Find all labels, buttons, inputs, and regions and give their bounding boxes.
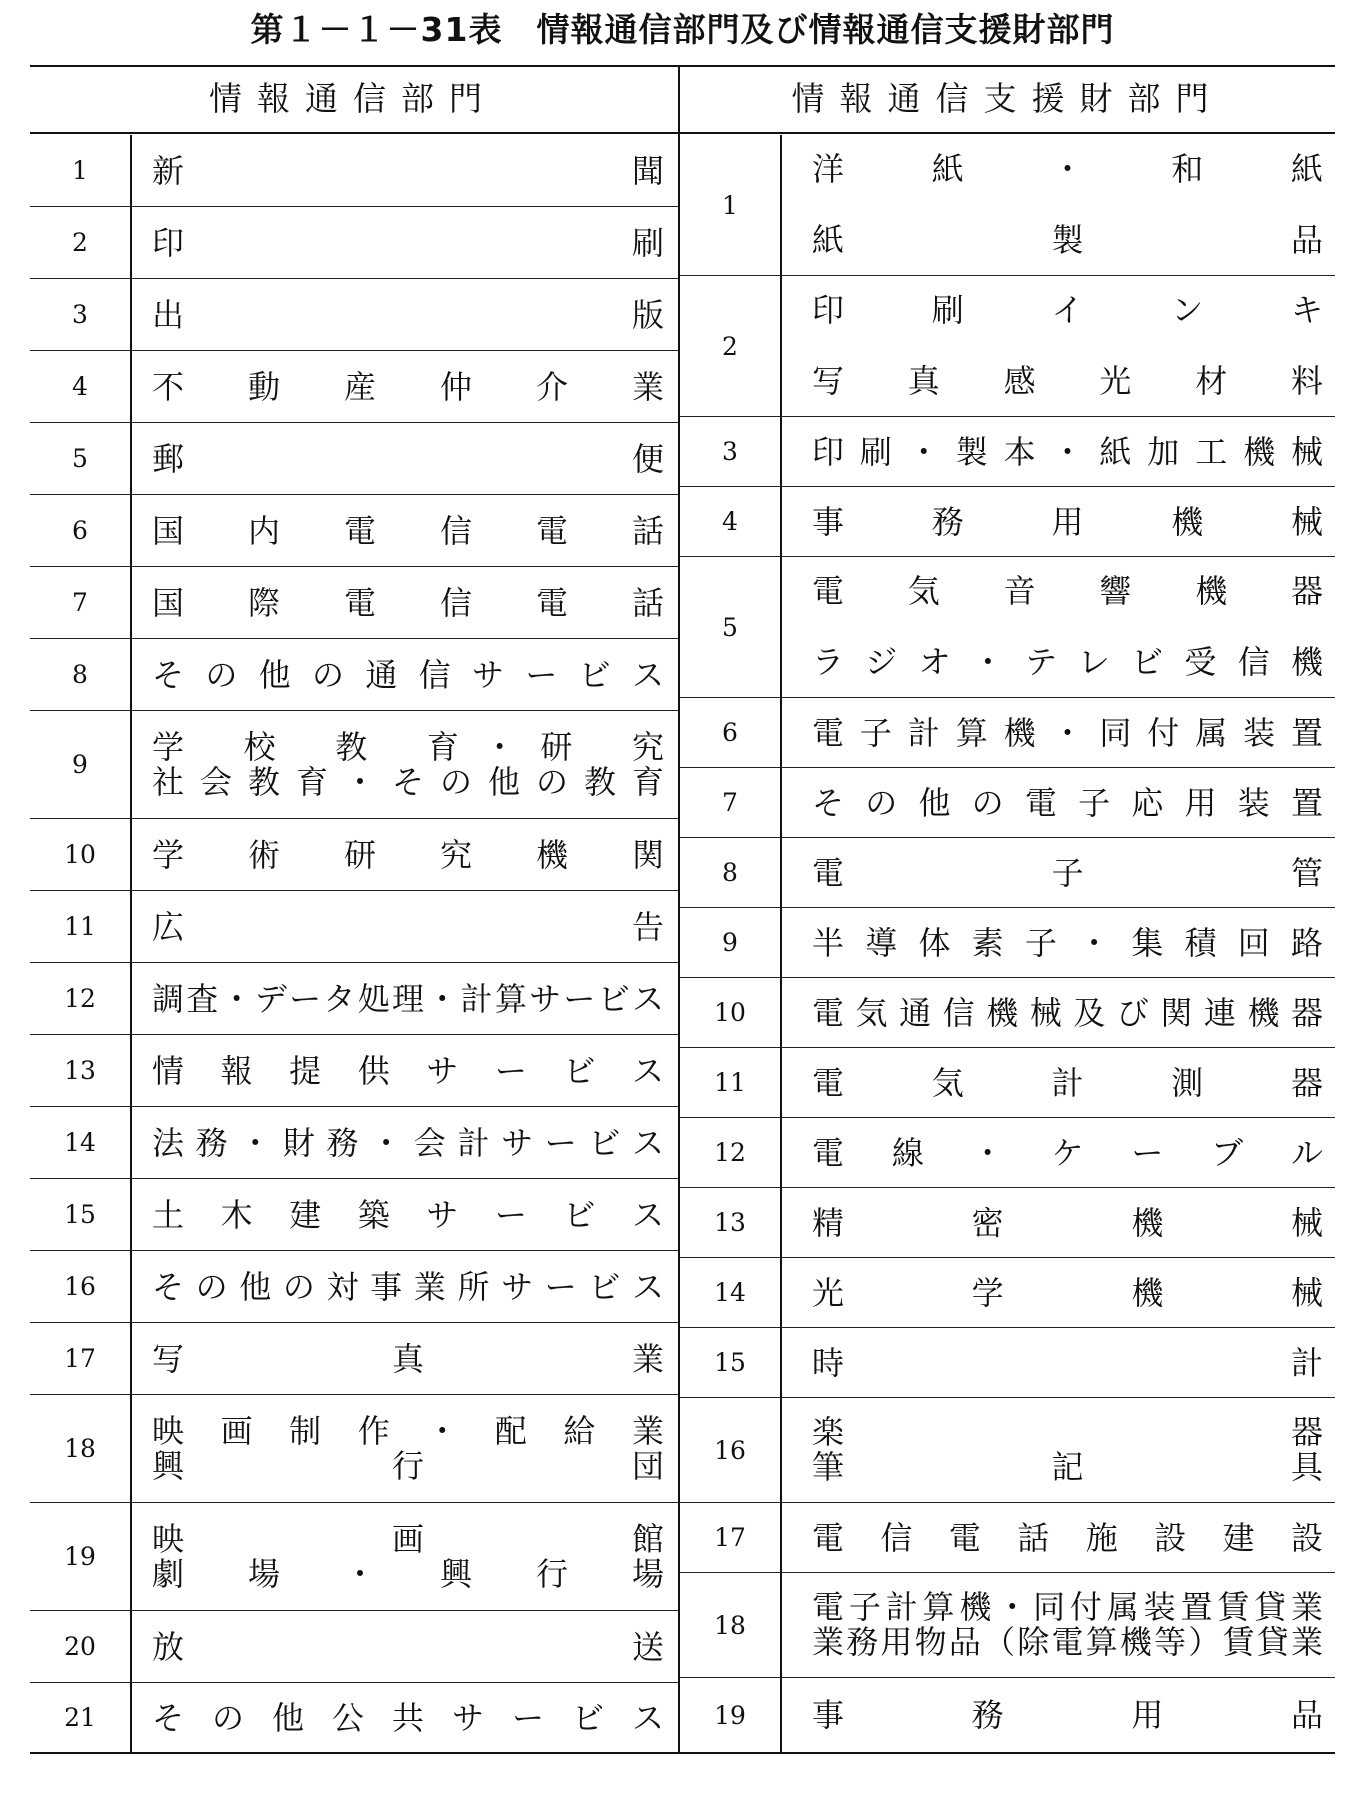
row-number: 15: [714, 1348, 746, 1377]
row-number: 18: [64, 1434, 96, 1463]
table-row: [30, 963, 678, 1035]
table-row: [680, 487, 1335, 557]
table-row: [680, 417, 1335, 487]
item-label: 洋 紙 ・ 和 紙: [812, 150, 1323, 188]
table-row: [30, 1035, 678, 1107]
row-content: [152, 1035, 664, 1106]
row-number: 12: [714, 1138, 746, 1167]
row-content: [152, 1107, 664, 1178]
item-label: 学 術 研 究 機 関: [152, 835, 664, 874]
table-row: [30, 1503, 678, 1611]
left-header-rule: [30, 132, 678, 134]
table-row: [680, 135, 1335, 276]
table-row: [30, 279, 678, 351]
item-label: 広 告: [152, 907, 664, 946]
number-divider: [130, 1179, 132, 1250]
table-row: [680, 557, 1335, 698]
item-label: 新 聞: [152, 151, 664, 190]
item-label: 出 版: [152, 295, 664, 334]
item-label: 国 内 電 信 電 話: [152, 511, 664, 550]
number-divider: [130, 1395, 132, 1502]
row-content: [812, 698, 1323, 767]
row-content: [812, 1048, 1323, 1117]
number-divider: [130, 1107, 132, 1178]
table-row: [30, 1107, 678, 1179]
item-label: 光 学 機 械: [812, 1273, 1323, 1312]
row-number: 3: [72, 300, 88, 329]
number-divider: [780, 1398, 782, 1502]
number-divider: [780, 417, 782, 486]
row-content: [152, 1251, 664, 1322]
item-label: 国 際 電 信 電 話: [152, 583, 664, 622]
table-row: [30, 567, 678, 639]
item-label: 楽 器: [812, 1413, 1323, 1451]
row-content: [152, 1503, 664, 1610]
item-label: 紙 製 品: [812, 221, 1323, 259]
row-content: [152, 1683, 664, 1752]
row-number: 16: [64, 1272, 96, 1301]
item-label: その他の通信サービス: [152, 655, 664, 694]
row-content: [812, 1503, 1323, 1572]
left-column-header: 情報通信部門: [209, 79, 497, 118]
item-label: 電気通信機械及び関連機器: [812, 993, 1323, 1032]
row-content: [152, 495, 664, 566]
right-column-header: 情報通信支援財部門: [791, 79, 1224, 118]
row-number: 2: [72, 228, 88, 257]
number-divider: [130, 207, 132, 278]
row-content: [812, 838, 1323, 907]
row-number: 5: [722, 612, 738, 642]
table-row: [680, 1048, 1335, 1118]
row-content: [152, 1179, 664, 1250]
item-label: 筆 記 具: [812, 1448, 1323, 1486]
table-row: [680, 1398, 1335, 1503]
number-divider: [130, 639, 132, 710]
row-content: [152, 711, 664, 818]
row-content: [152, 1611, 664, 1682]
number-divider: [130, 963, 132, 1034]
table-row: [680, 768, 1335, 838]
item-label: 興 行 団: [152, 1446, 664, 1485]
item-label: 電子計算機・同付属装置: [812, 713, 1323, 752]
row-number: 19: [714, 1700, 746, 1730]
number-divider: [130, 1323, 132, 1394]
table-row: [680, 1328, 1335, 1398]
item-label: その他公共サービス: [152, 1698, 664, 1737]
table-row: [680, 1503, 1335, 1573]
row-content: [812, 1573, 1323, 1677]
row-number: 1: [722, 190, 738, 220]
table-row: [30, 351, 678, 423]
bottom-rule: [30, 1752, 1335, 1754]
table-row: [30, 1179, 678, 1251]
number-divider: [130, 279, 132, 350]
item-label: 郵 便: [152, 439, 664, 478]
table-row: [30, 1683, 678, 1752]
number-divider: [780, 487, 782, 556]
table-row: [680, 1258, 1335, 1328]
item-label: 電子計算機・同付属装置賃貸業: [812, 1588, 1323, 1626]
row-content: [152, 819, 664, 890]
info-comm-sector-table: [30, 135, 678, 1752]
table-row: [680, 276, 1335, 417]
number-divider: [780, 768, 782, 837]
row-number: 19: [64, 1542, 96, 1571]
row-content: [152, 351, 664, 422]
row-number: 1: [72, 156, 88, 185]
number-divider: [130, 1035, 132, 1106]
row-number: 17: [714, 1523, 746, 1552]
item-label: 印刷・製本・紙加工機械: [812, 432, 1323, 471]
row-content: [152, 1395, 664, 1502]
table-row: [680, 1573, 1335, 1678]
row-number: 15: [64, 1200, 96, 1229]
row-content: [812, 908, 1323, 977]
number-divider: [780, 1328, 782, 1397]
row-content: [152, 207, 664, 278]
number-divider: [780, 557, 782, 697]
table-row: [30, 639, 678, 711]
item-label: 映 画 館: [152, 1519, 664, 1558]
item-label: 電 子 管: [812, 853, 1323, 892]
number-divider: [130, 1683, 132, 1752]
row-content: [812, 1188, 1323, 1257]
support-goods-sector-table: [680, 135, 1335, 1752]
number-divider: [130, 423, 132, 494]
item-label: 社会教育・その他の教育: [152, 762, 664, 801]
row-content: [152, 279, 664, 350]
row-content: [152, 567, 664, 638]
table-row: [680, 1188, 1335, 1258]
row-number: 20: [64, 1632, 96, 1661]
number-divider: [780, 1048, 782, 1117]
row-content: [812, 978, 1323, 1047]
table-row: [680, 698, 1335, 768]
number-divider: [780, 978, 782, 1047]
number-divider: [780, 838, 782, 907]
row-content: [812, 1328, 1323, 1397]
table-row: [30, 1395, 678, 1503]
table-row: [30, 495, 678, 567]
number-divider: [130, 135, 132, 206]
item-label: 印 刷 イ ン キ: [812, 291, 1323, 329]
item-label: 放 送: [152, 1627, 664, 1666]
row-number: 17: [64, 1344, 96, 1373]
table-row: [30, 1611, 678, 1683]
table-row: [30, 891, 678, 963]
item-label: 半導体素子・集積回路: [812, 923, 1323, 962]
item-label: 事 務 用 機 械: [812, 502, 1323, 541]
number-divider: [780, 276, 782, 416]
number-divider: [780, 1118, 782, 1187]
table-title: 第１－１－31表 情報通信部門及び情報通信支援財部門: [250, 10, 1115, 49]
row-content: [812, 276, 1323, 416]
item-label: 法務・財務・会計サービス: [152, 1123, 664, 1162]
item-label: 事 務 用 品: [812, 1696, 1323, 1734]
row-content: [152, 1323, 664, 1394]
row-number: 12: [64, 984, 96, 1013]
row-number: 11: [64, 912, 96, 941]
table-row: [680, 978, 1335, 1048]
table-row: [680, 1678, 1335, 1752]
number-divider: [130, 567, 132, 638]
item-label: 精 密 機 械: [812, 1203, 1323, 1242]
row-number: 6: [72, 516, 88, 545]
row-content: [152, 639, 664, 710]
row-content: [812, 1678, 1323, 1752]
item-label: 不 動 産 仲 介 業: [152, 367, 664, 406]
number-divider: [130, 1503, 132, 1610]
item-label: 映 画 制 作 ・ 配 給 業: [152, 1411, 664, 1450]
table-row: [680, 908, 1335, 978]
row-number: 5: [72, 444, 88, 473]
table-row: [680, 838, 1335, 908]
row-content: [812, 487, 1323, 556]
item-label: 印 刷: [152, 223, 664, 262]
number-divider: [780, 1573, 782, 1677]
number-divider: [780, 1258, 782, 1327]
row-number: 7: [722, 788, 738, 817]
table-row: [30, 1323, 678, 1395]
number-divider: [780, 1678, 782, 1752]
item-label: 情報提供サービス: [152, 1051, 664, 1090]
item-label: 業務用物品（除電算機等）賃貸業: [812, 1623, 1323, 1661]
number-divider: [130, 711, 132, 818]
row-number: 8: [722, 858, 738, 887]
item-label: 写 真 感 光 材 料: [812, 362, 1323, 400]
table-row: [680, 1118, 1335, 1188]
table-row: [30, 819, 678, 891]
row-number: 9: [72, 750, 88, 779]
number-divider: [130, 351, 132, 422]
item-label: 電 気 音 響 機 器: [812, 572, 1323, 610]
row-number: 14: [714, 1278, 746, 1307]
row-content: [152, 135, 664, 206]
number-divider: [130, 495, 132, 566]
number-divider: [130, 1251, 132, 1322]
row-number: 16: [714, 1435, 746, 1465]
number-divider: [780, 698, 782, 767]
row-number: 9: [722, 928, 738, 957]
item-label: 時 計: [812, 1343, 1323, 1382]
item-label: その他の電子応用装置: [812, 783, 1323, 822]
table-row: [30, 1251, 678, 1323]
number-divider: [130, 819, 132, 890]
item-label: 写 真 業: [152, 1339, 664, 1378]
item-label: 電 線 ・ ケ ー ブ ル: [812, 1133, 1323, 1172]
item-label: 電信電話施設建設: [812, 1518, 1323, 1557]
number-divider: [780, 908, 782, 977]
number-divider: [130, 1611, 132, 1682]
row-number: 13: [714, 1208, 746, 1237]
item-label: 土木建築サービス: [152, 1195, 664, 1234]
row-content: [812, 417, 1323, 486]
row-content: [812, 557, 1323, 697]
row-content: [152, 963, 664, 1034]
row-number: 7: [72, 588, 88, 617]
item-label: 調査・データ処理・計算サービス: [152, 979, 664, 1018]
row-number: 6: [722, 718, 738, 747]
row-number: 2: [722, 331, 738, 361]
table-row: [30, 135, 678, 207]
row-content: [152, 423, 664, 494]
number-divider: [130, 891, 132, 962]
row-content: [812, 1258, 1323, 1327]
row-content: [812, 768, 1323, 837]
row-number: 3: [722, 437, 738, 466]
row-number: 10: [714, 998, 746, 1027]
row-number: 4: [72, 372, 88, 401]
row-number: 8: [72, 660, 88, 689]
table-row: [30, 207, 678, 279]
number-divider: [780, 1188, 782, 1257]
row-content: [812, 1398, 1323, 1502]
row-content: [152, 891, 664, 962]
row-number: 21: [64, 1703, 96, 1732]
number-divider: [780, 135, 782, 275]
row-content: [812, 1118, 1323, 1187]
row-number: 14: [64, 1128, 96, 1157]
table-row: [30, 423, 678, 495]
item-label: ラジオ・テレビ受信機: [812, 643, 1323, 681]
row-number: 18: [714, 1610, 746, 1640]
table-row: [30, 711, 678, 819]
item-label: その他の対事業所サービス: [152, 1267, 664, 1306]
item-label: 劇 場 ・ 興 行 場: [152, 1554, 664, 1593]
number-divider: [780, 1503, 782, 1572]
row-number: 4: [722, 507, 738, 536]
row-number: 13: [64, 1056, 96, 1085]
row-content: [812, 135, 1323, 275]
row-number: 10: [64, 840, 96, 869]
item-label: 電 気 計 測 器: [812, 1063, 1323, 1102]
row-number: 11: [714, 1068, 746, 1097]
item-label: 学 校 教 育・研 究: [152, 727, 664, 766]
